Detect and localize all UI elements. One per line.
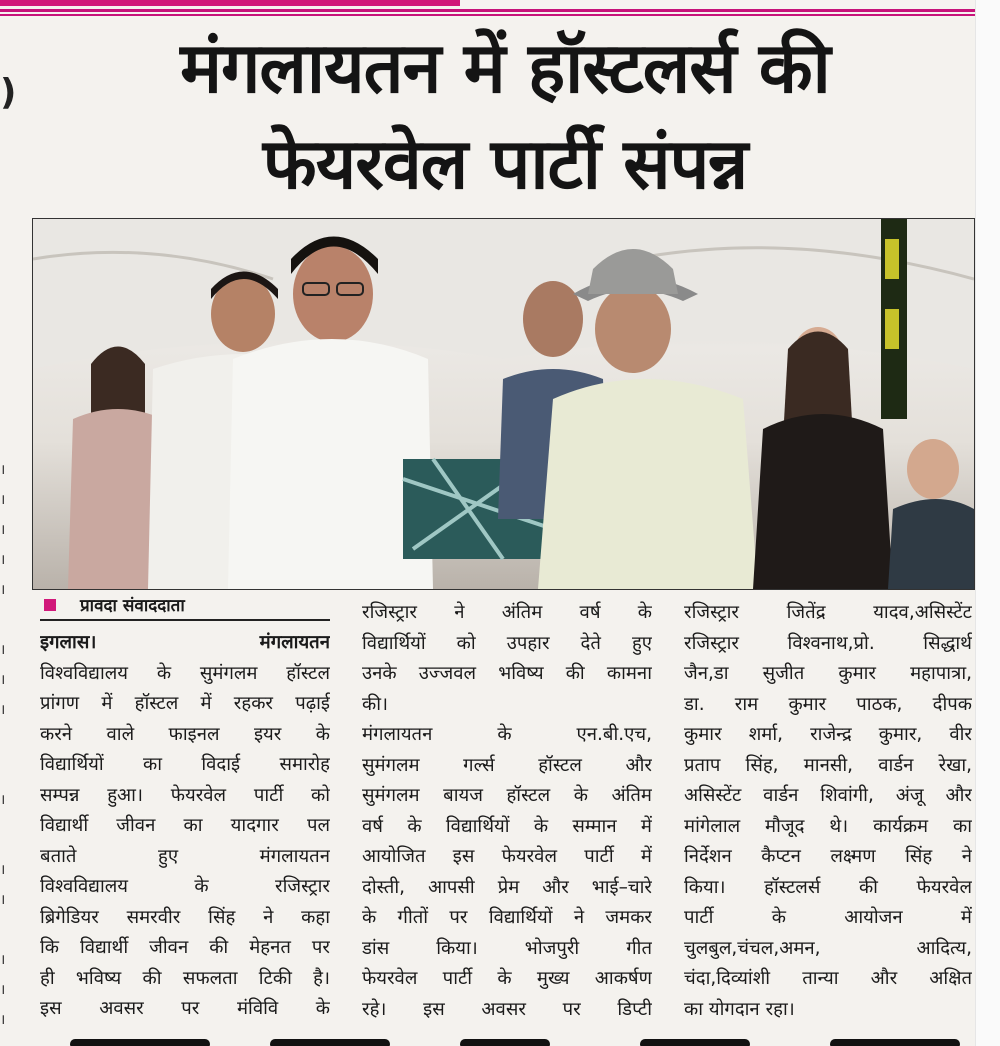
column-line: जैन,डा सुजीत कुमार महापात्रा,	[684, 663, 972, 684]
column-line: की।	[362, 693, 389, 715]
column-line: विश्वविद्यालय के सुमंगलम हॉस्टल	[40, 662, 330, 684]
headline-line-1: मंगलायतन में हॉस्टलर्स की	[180, 27, 830, 109]
column-line: उनके उज्जवल भविष्य की कामना	[362, 663, 652, 684]
article-column-2	[362, 598, 652, 1025]
column-line: विद्यार्थियों को उपहार देते हुए	[362, 632, 652, 654]
column-line: विश्वविद्यालय के रजिस्ट्रार	[40, 876, 330, 897]
photo-illustration	[33, 219, 974, 589]
column-line: का योगदान रहा।	[684, 998, 795, 1020]
column-line: मांगेलाल मौजूद थे। कार्यक्रम का	[684, 815, 972, 837]
column-line: ही भविष्य की सफलता टिकी है।	[40, 967, 330, 989]
column-line: चुलबुल,चंचल,अमन, आदित्य,	[684, 937, 972, 959]
column-line: विद्यार्थियों का विदाई समारोह	[40, 754, 330, 775]
column-line: रजिस्ट्रार ने अंतिम वर्ष के	[362, 602, 652, 623]
column-line: मंगलायतन के एन.बी.एच,	[362, 724, 652, 745]
column-line: कुमार शर्मा, राजेन्द्र कुमार, वीर	[684, 724, 972, 745]
column-line: विद्यार्थी जीवन का यादगार पल	[40, 815, 330, 836]
column-line: डा. राम कुमार पाठक, दीपक	[684, 693, 972, 715]
column-line: कि विद्यार्थी जीवन की मेहनत पर	[40, 937, 330, 958]
column-line: इगलास। मंगलायतन	[40, 632, 330, 653]
next-headline-cutoff	[40, 1033, 970, 1046]
column-line: निर्देशन कैप्टन लक्ष्मण सिंह ने	[684, 846, 972, 867]
column-line: के गीतों पर विद्यार्थियों ने जमकर	[362, 907, 652, 928]
column-line: सम्पन्न हुआ। फेयरवेल पार्टी को	[40, 784, 330, 806]
article-column-3	[684, 598, 972, 1025]
column-line: आयोजित इस फेयरवेल पार्टी में	[362, 846, 652, 867]
column-line: इस अवसर पर मंविवि के	[40, 998, 330, 1019]
column-line: पार्टी के आयोजन में	[684, 907, 972, 928]
column-line: रजिस्ट्रार विश्वनाथ,प्रो. सिद्धार्थ	[684, 632, 972, 654]
column-line: करने वाले फाइनल इयर के	[40, 723, 330, 745]
byline	[40, 593, 330, 621]
headline-line-2: फेयरवेल पार्टी संपन्न	[262, 123, 748, 205]
column-line: सुमंगलम बायज हॉस्टल के अंतिम	[362, 785, 652, 806]
news-photo	[32, 218, 975, 590]
column-line: दोस्ती, आपसी प्रेम और भाई–चारे	[362, 876, 652, 898]
column-line: ब्रिगेडियर समरवीर सिंह ने कहा	[40, 906, 330, 928]
column-line: वर्ष के विद्यार्थियों के सम्मान में	[362, 815, 652, 837]
adjacent-column-cutoff: ) । । । । । । । । । । । । । ।	[0, 72, 17, 1028]
top-rule-2	[0, 14, 975, 16]
column-line: सुमंगलम गर्ल्स हॉस्टल और	[362, 754, 652, 776]
byline-text: प्रावदा संवाददाता	[80, 596, 185, 616]
column-line: डांस किया। भोजपुरी गीत	[362, 937, 652, 959]
column-line: प्रताप सिंह, मानसी, वार्डन रेखा,	[684, 754, 972, 776]
page-margin-strip	[975, 0, 1000, 1046]
column-line: प्रांगण में हॉस्टल में रहकर पढ़ाई	[40, 693, 330, 714]
column-line: असिस्टेंट वार्डन शिवांगी, अंजू और	[684, 785, 972, 806]
column-line: चंदा,दिव्यांशी तान्या और अक्षित	[684, 968, 972, 989]
top-accent-bar	[0, 0, 460, 6]
column-line: बताते हुए मंगलायतन	[40, 845, 330, 867]
column-line: रजिस्ट्रार जितेंद्र यादव,असिस्टेंट	[684, 602, 972, 623]
column-line: फेयरवेल पार्टी के मुख्य आकर्षण	[362, 968, 652, 989]
column-line: रहे। इस अवसर पर डिप्टी	[362, 998, 652, 1020]
headline	[40, 20, 970, 212]
top-rule-1	[0, 9, 975, 12]
column-line: किया। हॉस्टलर्स की फेयरवेल	[684, 876, 972, 898]
article-column-1	[40, 628, 330, 1025]
top-color-bar	[0, 0, 1000, 18]
byline-marker-icon	[44, 599, 56, 611]
